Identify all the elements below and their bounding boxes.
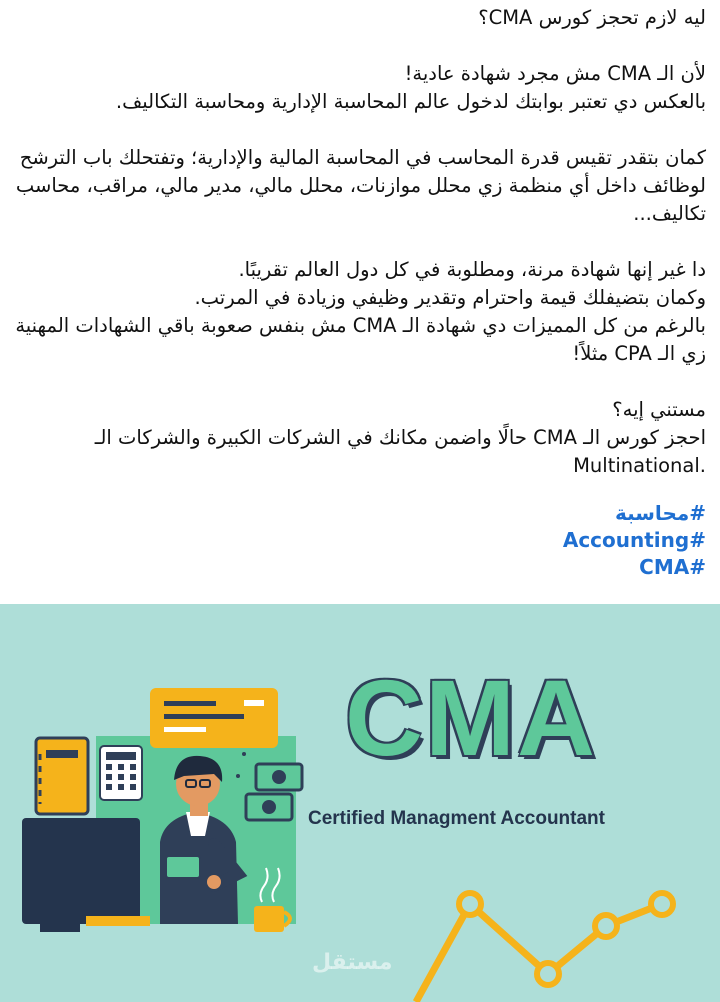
hashtag-link[interactable]: #Accounting bbox=[562, 528, 706, 552]
credit-card-icon bbox=[166, 856, 200, 878]
post-line: زي الـ CPA مثلاً! bbox=[572, 342, 706, 365]
post-line: كمان بتقدر تقيس قدرة المحاسب في المحاسبة المالية والإدارية؛ وتفتحلك باب الترشح bbox=[19, 146, 706, 169]
paragraph-gap bbox=[10, 116, 706, 144]
hashtag-link[interactable]: #CMA bbox=[639, 555, 706, 579]
post-line: لوظائف داخل أي منظمة زي محلل موازنات، محلل مالي، مدير مالي، مراقب، محاسب bbox=[15, 174, 706, 197]
post-line: Multinational. bbox=[573, 454, 706, 477]
watermark-logo: مستقل bbox=[312, 950, 393, 975]
post-line: لأن الـ CMA مش مجرد شهادة عادية! bbox=[404, 62, 706, 85]
desktop-monitor-icon bbox=[22, 818, 150, 932]
growth-line-chart-icon bbox=[416, 893, 673, 1002]
post-line: بالعكس دي تعتبر بوابتك لدخول عالم المحاسبة الإدارية ومحاسبة التكاليف. bbox=[115, 90, 706, 113]
paragraph-gap bbox=[10, 368, 706, 396]
cma-title: CMA bbox=[345, 657, 597, 778]
paragraph-gap bbox=[10, 228, 706, 256]
paragraph-gap bbox=[10, 480, 706, 500]
calculator-icon bbox=[100, 746, 142, 800]
cma-subtitle: Certified Managment Accountant bbox=[308, 808, 605, 829]
checklist-note-icon bbox=[150, 688, 278, 748]
post-line: دا غير إنها شهادة مرنة، ومطلوبة في كل دول العالم تقريبًا. bbox=[238, 258, 706, 281]
notebook-icon bbox=[36, 738, 88, 814]
post-line: مستني إيه؟ bbox=[612, 398, 706, 421]
post-line: ليه لازم تحجز كورس CMA؟ bbox=[478, 6, 706, 29]
post-line: وكمان بتضيفلك قيمة واحترام وتقدير وظيفي وزيادة في المرتب. bbox=[194, 286, 706, 309]
post-line: بالرغم من كل المميزات دي شهادة الـ CMA مش بنفس صعوبة باقي الشهادات المهنية bbox=[15, 314, 706, 337]
paragraph-gap bbox=[10, 32, 706, 60]
post-line: احجز كورس الـ CMA حالًا واضمن مكانك في الشركات الكبيرة والشركات الـ bbox=[94, 426, 706, 449]
hashtag-link[interactable]: #محاسبة bbox=[614, 501, 706, 525]
post-line: تكاليف... bbox=[633, 202, 706, 225]
